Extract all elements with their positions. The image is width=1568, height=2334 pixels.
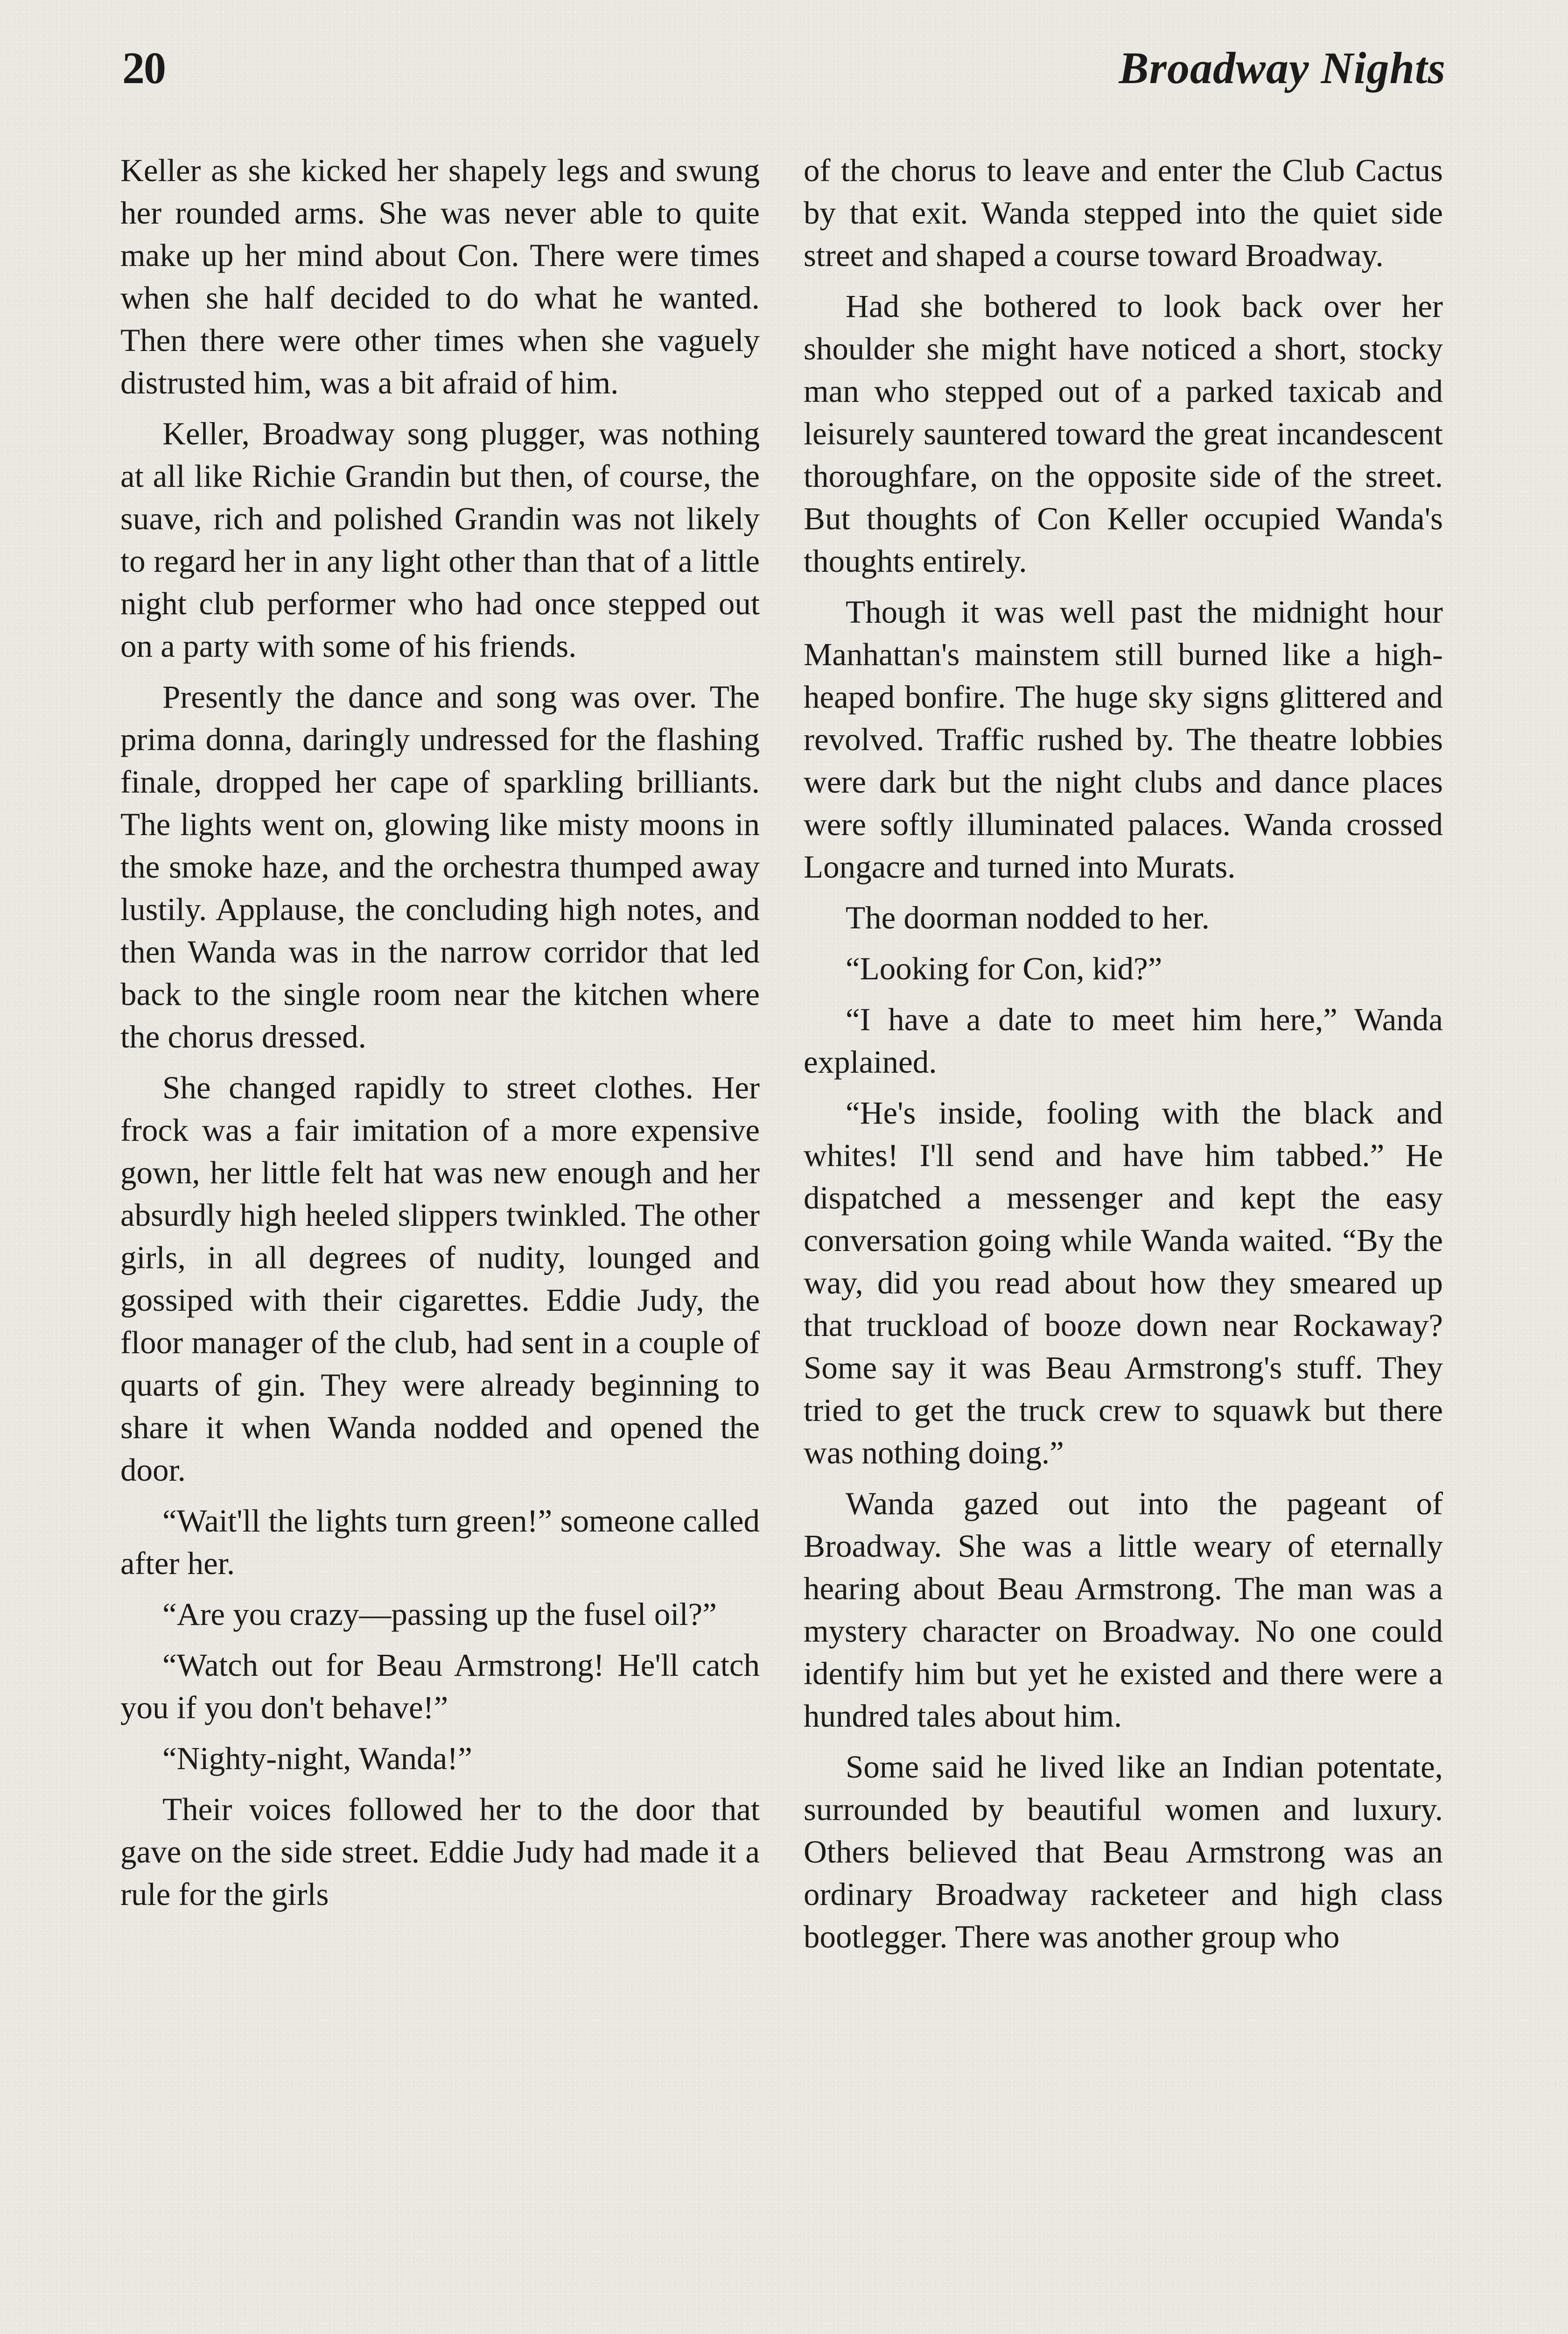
- paragraph: Presently the dance and song was over. The prima donna, daringly undressed for the flashing finale, dropped her cape of sparkling brilliants. The lights went on, glowing like misty moons in the smoke haze, and the orchestra thumped away lustily. Applause, the concluding high notes, and then Wanda was in the narrow corridor that led back to the single room near the kitchen where the chorus dressed.: [120, 679, 760, 1055]
- paragraph: Some said he lived like an Indian potentate, surrounded by beautiful women and luxury. Others believed that Beau Armstrong was an ordinary Broadway racketeer and high class bootlegger. There was another group who: [804, 1749, 1443, 1954]
- paragraph: Had she bothered to look back over her shoulder she might have noticed a short, stocky man who stepped out of a parked taxicab and leisurely sauntered toward the great incandescent thoroughfare, on the opposite side of the street. But thoughts of Con Keller occupied Wanda's thoughts entirely.: [804, 288, 1443, 579]
- running-title: Broadway Nights: [1119, 43, 1446, 93]
- page-number: 20: [122, 43, 165, 93]
- paragraph: “Looking for Con, kid?”: [846, 951, 1162, 986]
- paragraph: “Are you crazy—passing up the fusel oil?”: [162, 1596, 717, 1632]
- paragraph: The doorman nodded to her.: [846, 900, 1210, 935]
- paragraph: Keller as she kicked her shapely legs and swung her rounded arms. She was never able to quite make up her mind about Con. There were times when she half decided to do what he wanted. Then there were other times when she vaguely distrusted him, was a bit afraid of him.: [120, 153, 760, 401]
- paragraph: of the chorus to leave and enter the Club Cactus by that exit. Wanda stepped into the quiet side street and shaped a course toward Broadway.: [804, 153, 1443, 273]
- paragraph: “He's inside, fooling with the black and whites! I'll send and have him tabbed.” He dispatched a messenger and kept the easy conversation going while Wanda waited. “By the way, did you read about how they smeared up that truckload of booze down near Rockaway? Some say it was Beau Armstrong's stuff. They tried to get the truck crew to squawk but there was nothing doing.”: [804, 1095, 1443, 1470]
- paragraph: Their voices followed her to the door that gave on the side street. Eddie Judy had made it a rule for the girls: [120, 1792, 760, 1912]
- paragraph: “I have a date to meet him here,” Wanda explained.: [804, 1002, 1443, 1080]
- paragraph: “Nighty-night, Wanda!”: [162, 1741, 472, 1776]
- paragraph: Wanda gazed out into the pageant of Broadway. She was a little weary of eternally hearing about Beau Armstrong. The man was a mystery character on Broadway. No one could identify him but yet he existed and there were a hundred tales about him.: [804, 1486, 1443, 1734]
- right-column: [804, 149, 1443, 1967]
- paragraph: “Wait'll the lights turn green!” someone called after her.: [120, 1503, 760, 1581]
- left-column: [120, 149, 760, 1924]
- paragraph: Though it was well past the midnight hour Manhattan's mainstem still burned like a high-heaped bonfire. The huge sky signs glittered and revolved. Traffic rushed by. The theatre lobbies were dark but the night clubs and dance places were softly illuminated palaces. Wanda crossed Longacre and turned into Murats.: [804, 594, 1443, 885]
- paragraph: She changed rapidly to street clothes. Her frock was a fair imitation of a more expensive gown, her little felt hat was new enough and her absurdly high heeled slippers twinkled. The other girls, in all degrees of nudity, lounged and gossiped with their cigarettes. Eddie Judy, the floor manager of the club, had sent in a couple of quarts of gin. They were already beginning to share it when Wanda nodded and opened the door.: [120, 1070, 760, 1488]
- paragraph: Keller, Broadway song plugger, was nothing at all like Richie Grandin but then, of course, the suave, rich and polished Grandin was not likely to regard her in any light other than that of a little night club performer who had once stepped out on a party with some of his friends.: [120, 416, 760, 664]
- paragraph: “Watch out for Beau Armstrong! He'll catch you if you don't behave!”: [120, 1647, 760, 1725]
